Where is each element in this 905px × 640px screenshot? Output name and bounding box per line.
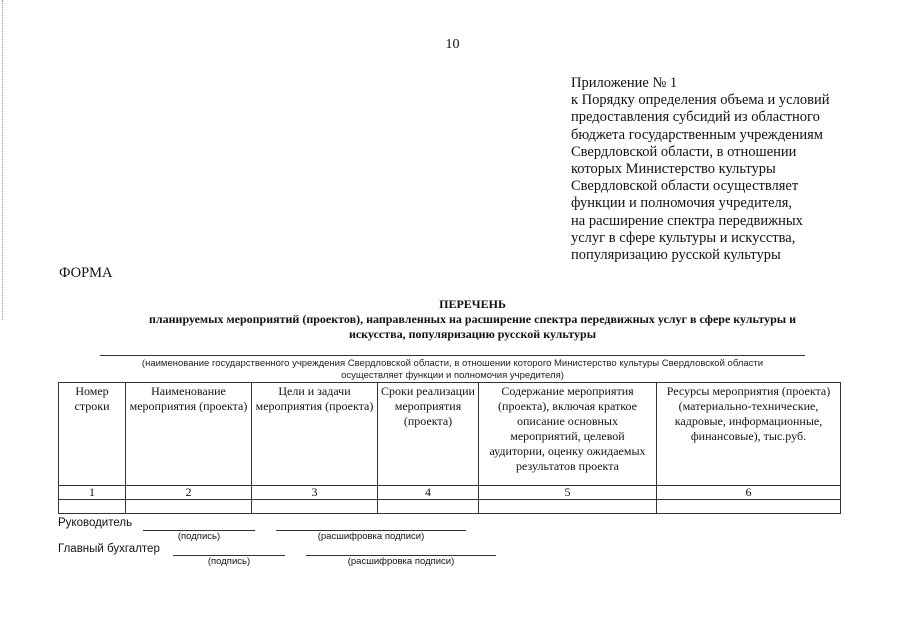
column-number-row	[59, 486, 841, 500]
appendix-line: Свердловской области осуществляет	[571, 178, 799, 195]
table-cell[interactable]	[252, 500, 378, 514]
title-heading: ПЕРЕЧЕНЬ	[439, 297, 506, 311]
form-label: ФОРМА	[59, 265, 113, 281]
column-number: 3	[252, 486, 378, 500]
appendix-line: услуг в сфере культуры и искусства,	[571, 229, 796, 246]
organization-caption	[120, 358, 785, 382]
column-number: 6	[657, 486, 841, 500]
column-header: Номер строки	[59, 383, 126, 486]
document-title	[100, 297, 845, 342]
appendix-block	[571, 75, 871, 264]
appendix-line: бюджета государственным учреждениям	[571, 126, 823, 143]
appendix-line: функции и полномочия учредителя,	[571, 195, 793, 212]
column-header: Наименование мероприятия (проекта)	[126, 383, 252, 486]
column-header: Ресурсы мероприятия (проекта) (материально-технические, кадровые, информационные, финансовые), тыс.руб.	[657, 383, 841, 486]
accountant-signature-caption: (подпись)	[207, 556, 251, 567]
page-number: 10	[445, 37, 460, 52]
appendix-line: на расширение спектра передвижных	[571, 212, 803, 229]
appendix-line: популяризацию русской культуры	[571, 247, 781, 264]
column-number: 5	[479, 486, 657, 500]
column-number: 4	[378, 486, 479, 500]
accountant-label: Главный бухгалтер	[58, 543, 160, 555]
table-cell[interactable]	[378, 500, 479, 514]
accountant-decoding-caption: (расшифровка подписи)	[347, 556, 455, 567]
title-line: искусства, популяризацию русской культуры	[348, 327, 597, 341]
table-cell[interactable]	[657, 500, 841, 514]
column-header: Цели и задачи мероприятия (проекта)	[252, 383, 378, 486]
director-label: Руководитель	[58, 517, 133, 529]
table-cell[interactable]	[59, 500, 126, 514]
director-signature-caption: (подпись)	[177, 531, 221, 542]
column-header: Сроки реализации мероприятия (проекта)	[378, 383, 479, 486]
title-line: планируемых мероприятий (проектов), направленных на расширение спектра передвижных услуг в сфере культуры и	[148, 312, 797, 326]
table-cell[interactable]	[479, 500, 657, 514]
appendix-line: которых Министерство культуры	[571, 161, 776, 178]
director-decoding-caption: (расшифровка подписи)	[317, 531, 425, 542]
organization-caption-line: (наименование государственного учреждения Свердловской области, в отношении которого Министерство культуры Свердловской области	[141, 358, 764, 369]
appendix-line: Свердловской области, в отношении	[571, 143, 797, 160]
organization-name-line	[100, 355, 805, 356]
table-header-row	[59, 383, 841, 486]
table-row	[59, 500, 841, 514]
table-cell[interactable]	[126, 500, 252, 514]
appendix-line: Приложение № 1	[571, 75, 678, 91]
column-number: 1	[59, 486, 126, 500]
column-header: Содержание мероприятия (проекта), включая краткое описание основных мероприятий, целевой аудитории, оценку ожидаемых результатов проекта	[479, 383, 657, 486]
organization-caption-line: осуществляет функции и полномочия учредителя)	[341, 370, 564, 381]
events-table	[58, 382, 841, 514]
appendix-line: предоставления субсидий из областного	[571, 109, 820, 126]
column-number: 2	[126, 486, 252, 500]
appendix-line: к Порядку определения объема и условий	[571, 92, 830, 109]
